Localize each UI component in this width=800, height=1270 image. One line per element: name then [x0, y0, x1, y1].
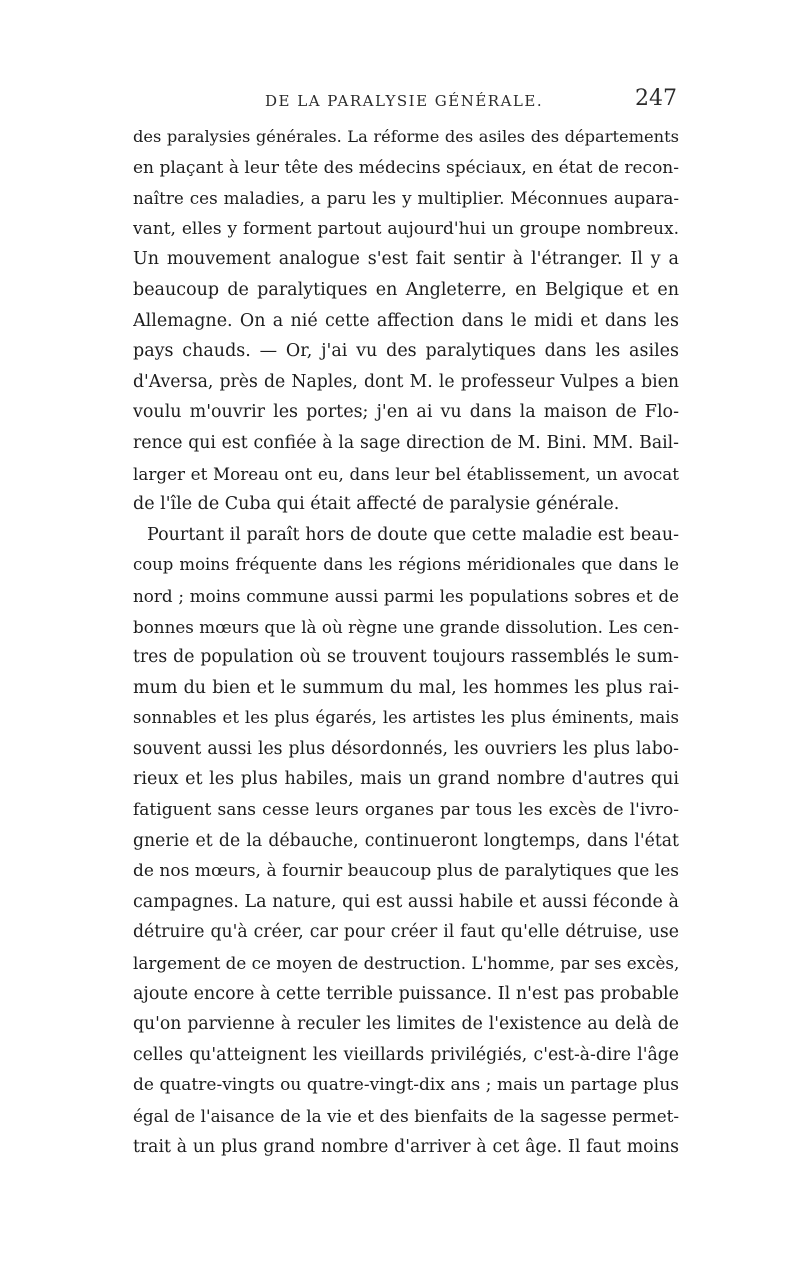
text-line: d'Aversa, près de Naples, dont M. le professeur Vulpes a bien — [133, 371, 679, 392]
body-text — [133, 122, 679, 1162]
text-line: campagnes. La nature, qui est aussi habile et aussi féconde à — [133, 891, 679, 912]
text-line: sonnables et les plus égarés, les artistes les plus éminents, mais — [133, 708, 679, 728]
text-line: de nos mœurs, à fournir beaucoup plus de paralytiques que les — [133, 861, 679, 882]
page-number: 247 — [635, 86, 677, 111]
text-line: de quatre-vingts ou quatre-vingt-dix ans ; mais un partage plus — [133, 1075, 679, 1096]
text-line: ajoute encore à cette terrible puissance. Il n'est pas probable — [133, 983, 679, 1004]
text-line: en plaçant à leur tête des médecins spéciaux, en état de recon- — [133, 157, 679, 178]
text-line: Pourtant il paraît hors de doute que cette maladie est beau- — [147, 524, 679, 545]
text-line: trait à un plus grand nombre d'arriver à cet âge. Il faut moins — [133, 1136, 679, 1157]
running-title: DE LA PARALYSIE GÉNÉRALE. — [265, 92, 544, 110]
text-line: vant, elles y forment partout aujourd'hui un groupe nombreux. — [133, 218, 679, 239]
text-line: bonnes mœurs que là où règne une grande dissolution. Les cen- — [133, 616, 679, 637]
text-line: Un mouvement analogue s'est fait sentir à l'étranger. Il y a — [133, 249, 679, 270]
text-line: de l'île de Cuba qui était affecté de paralysie générale. — [133, 494, 620, 515]
text-line: qu'on parvienne à reculer les limites de l'existence au delà de — [133, 1014, 679, 1035]
text-line: rence qui est confiée à la sage direction de M. Bini. MM. Bail- — [133, 432, 679, 453]
text-line: celles qu'atteignent les vieillards privilégiés, c'est-à-dire l'âge — [133, 1044, 679, 1065]
text-line: beaucoup de paralytiques en Angleterre, en Belgique et en — [133, 279, 679, 300]
text-line: gnerie et de la débauche, continueront longtemps, dans l'état — [133, 830, 679, 851]
text-line: fatiguent sans cesse leurs organes par tous les excès de l'ivro- — [133, 800, 679, 821]
text-line: rieux et les plus habiles, mais un grand nombre d'autres qui — [133, 769, 679, 790]
text-line: tres de population où se trouvent toujours rassemblés le sum- — [133, 647, 679, 668]
text-line: des paralysies générales. La réforme des asiles des départements — [133, 127, 679, 146]
running-head — [133, 88, 679, 120]
book-page — [133, 88, 679, 1162]
text-line: détruire qu'à créer, car pour créer il faut qu'elle détruise, use — [133, 922, 679, 943]
text-line: nord ; moins commune aussi parmi les populations sobres et de — [133, 585, 679, 606]
text-line: mum du bien et le summum du mal, les hommes les plus rai- — [133, 677, 679, 698]
text-line: coup moins fréquente dans les régions méridionales que dans le — [133, 555, 679, 575]
text-line: pays chauds. — Or, j'ai vu des paralytiques dans les asiles — [133, 341, 679, 362]
text-line: largement de ce moyen de destruction. L'homme, par ses excès, — [133, 953, 679, 974]
text-line: égal de l'aisance de la vie et des bienfaits de la sagesse permet- — [133, 1106, 679, 1126]
text-line: larger et Moreau ont eu, dans leur bel établissement, un avocat — [133, 463, 679, 484]
text-line: voulu m'ouvrir les portes; j'en ai vu dans la maison de Flo- — [133, 402, 679, 423]
text-line: naître ces maladies, a paru les y multiplier. Méconnues aupara- — [133, 188, 679, 209]
text-line: souvent aussi les plus désordonnés, les ouvriers les plus labo- — [133, 738, 679, 759]
text-line: Allemagne. On a nié cette affection dans le midi et dans les — [133, 310, 679, 331]
